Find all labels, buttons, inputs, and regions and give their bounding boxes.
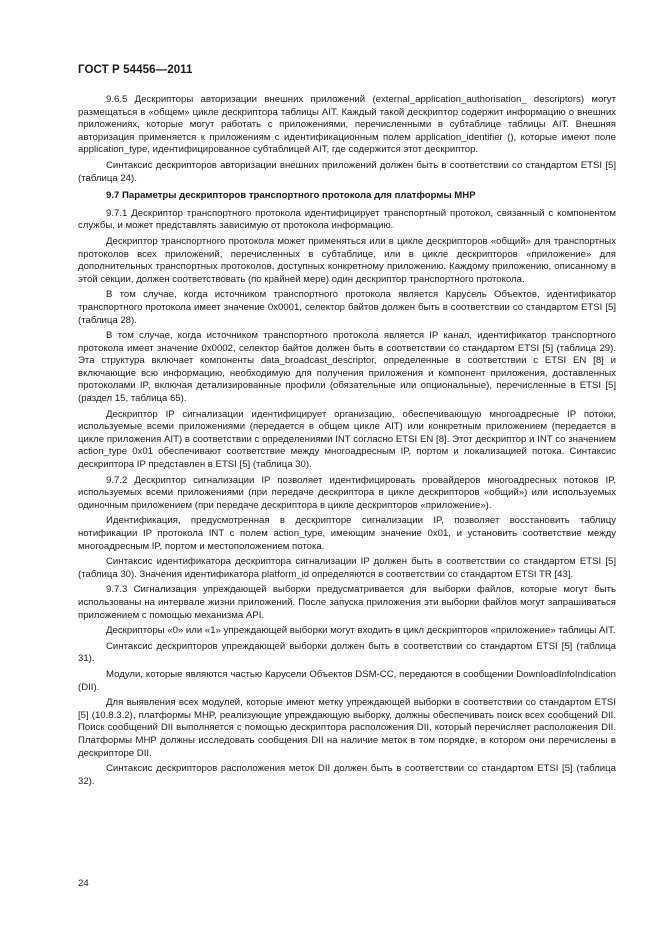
paragraph-syntax-authorisation: Синтаксис дескрипторов авторизации внешних приложений должен быть в соответствии со стандартом ETSI [5] (таблица 24). — [78, 159, 616, 184]
document-body — [78, 94, 616, 788]
paragraph-ip-channel: В том случае, когда источником транспортного протокола является IP канал, идентификатор транспортного протокола имеет значение 0x0002, селектор байтов должен быть в соответствии со стандартом ETSI [5] (таблица 29). Эта структура включает компоненты data_broadcast_descriptor, определенные в соответствии с ETSI EN [8] и включающие всю информацию, необходимую для получения приложения и компонент приложения, доставленных протоколами IP, включая детализированные профили (обязательные или опциональные), перечисленные в ETSI [5] (раздел 15, таблица 65). — [78, 330, 616, 405]
paragraph-transport-loops: Дескриптор транспортного протокола может применяться или в цикле дескрипторов «общий» для транспортных протоколов всех приложений, перечисленных в субтаблице, или в цикле дескрипторов «приложение» для дополнительных транспортных протоколов, доступных конкретному приложению. Каждому приложению, описанному в этой секции, должен соответствовать (по крайней мере) один дескриптор транспортного протокола. — [78, 235, 616, 285]
paragraph-9-7-1: 9.7.1 Дескриптор транспортного протокола идентифицирует транспортный протокол, связанный с компонентом службы, и может представлять зависимую от протокола информацию. — [78, 207, 616, 232]
paragraph-9-7-3: 9.7.3 Сигнализация упреждающей выборки предусматривается для выборки файлов, которые могут быть использованы на интервале жизни приложений. После запуска приложения эти выборки файлов могут запрашиваться приложением с помощью механизма API. — [78, 584, 616, 621]
paragraph-identification: Идентификация, предусмотренная в дескрипторе сигнализации IP, позволяет восстановить таблицу нотификации IP протокола INT с полем action_type, имеющим значение 0x01, и установить соответствие между многоадресным IP, портом и местоположением потока. — [78, 515, 616, 552]
page-header-standard: ГОСТ Р 54456—2011 — [78, 64, 193, 76]
document-page — [78, 64, 616, 791]
paragraph-modules-dii: Модули, которые являются частью Карусели Объектов DSM-CC, передаются в сообщении DownloadInfoIndication (DII). — [78, 668, 616, 693]
paragraph-dii-search: Для выявления всех модулей, которые имеют метку упреждающей выборки в соответствии со стандартом ETSI [5] (10.8.3.2), платформы MHP, реализующие упреждающую выборку, должны обеспечивать поиск всех сообщений DII. Поиск сообщений DII выполняется с помощью дескриптора расположения DII, который перечисляет расположения DII. Платформы MHP должны исследовать сообщения DII на наличие меток в том порядке, в котором они перечислены в дескрипторе DII. — [78, 697, 616, 759]
paragraph-prefetch-descriptors: Дескрипторы «0» или «1» упреждающей выборки могут входить в цикл дескрипторов «приложение» таблицы AIT. — [106, 625, 616, 637]
section-heading-9-7: 9.7 Параметры дескрипторов транспортного протокола для платформы MHP — [106, 190, 476, 202]
paragraph-syntax-prefetch: Синтаксис дескрипторов упреждающей выборки должен быть в соответствии со стандартом ETSI [5] (таблица 31). — [78, 640, 616, 665]
paragraph-syntax-dii-location: Синтаксис дескрипторов расположения меток DII должен быть в соответствии со стандартом ETSI [5] (таблица 32). — [78, 763, 616, 787]
paragraph-9-6-5: 9.6.5 Дескрипторы авторизации внешних приложений (external_application_authorisation_ descriptors) могут размещаться в «общем» цикле дескриптора таблицы AIT. Каждый такой дескриптор содержит информацию о внешних приложениях, которые могут работать с приложениями, перечисленными в субтаблице таблицы AIT. Внешняя авторизация применяется к приложениям с идентификационным полем application_identifier (), которые имеют поле application_type, идентифицированное субтаблицей AIT, где содержится этот дескриптор. — [78, 94, 616, 156]
paragraph-9-7-2: 9.7.2 Дескриптор сигнализации IP позволяет идентифицировать провайдеров многоадресных потоков IP, используемых всеми приложениями (при передаче дескриптора в цикле дескрипторов «общий») или используемых одиночным приложением (при передаче дескриптора в цикле дескрипторов «приложение»). — [78, 474, 616, 511]
paragraph-syntax-ip-signalling: Синтаксис идентификатора дескриптора сигнализации IP должен быть в соответствии со стандартом ETSI [5] (таблица 30). Значения идентификатора platform_id определяются в соответствии со стандартом ETSI TR [43]. — [78, 556, 616, 580]
page-number: 24 — [78, 878, 89, 889]
paragraph-ip-signalling-descriptor: Дескриптор IP сигнализации идентифицирует организацию, обеспечивающую многоадресные IP потоки, используемые всеми приложениями (передается в общем цикле AIT) или конкретным приложением (передается в цикле приложения AIT) в соответствии с определениями INT согласно ETSI EN [8]. Этот дескриптор и INT со значением action_type 0x01 обеспечивают соответствие между многоадресным IP, портом и локализацией потока. Синтаксис дескриптора IP представлен в ETSI [5] (таблица 30). — [78, 408, 616, 471]
paragraph-object-carousel: В том случае, когда источником транспортного протокола является Карусель Объектов, идентификатор транспортного протокола имеет значение 0x0001, селектор байтов должен быть в соответствии со стандартом ETSI [5] (таблица 28). — [78, 289, 616, 326]
